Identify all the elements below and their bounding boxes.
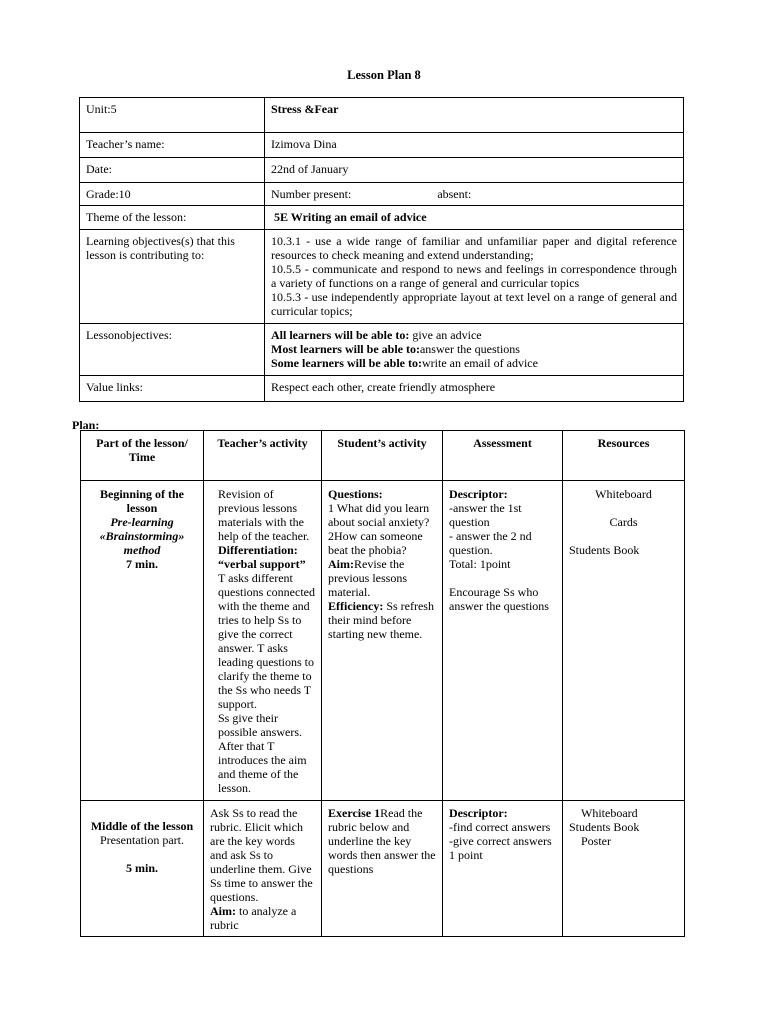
beginning-assess-2: - answer the 2 nd question.: [449, 529, 532, 557]
middle-resource-2: Students Book: [569, 820, 640, 834]
number-present-label: Number present:: [271, 187, 352, 201]
beginning-method-1: Pre-learning: [110, 515, 174, 529]
beginning-efficiency: Efficiency: Ss refresh their mind before starting new theme.: [328, 599, 434, 641]
teacher-label: Teacher’s name:: [80, 133, 265, 158]
beginning-teacher-cell: [204, 481, 322, 801]
objective-item: 10.5.3 - use independently appropriate layout at text level on a range of general and curricular topics;: [271, 290, 677, 318]
beginning-resource-1: Whiteboard: [595, 487, 652, 501]
middle-assess-1: -find correct answers: [449, 820, 551, 834]
theme-label: Theme of the lesson:: [80, 206, 265, 230]
value-links-value: Respect each other, create friendly atmosphere: [265, 376, 684, 402]
absent-label: absent:: [437, 187, 472, 201]
middle-resource-1: Whiteboard: [581, 806, 638, 820]
lesson-objectives-cell: [265, 324, 684, 376]
lesson-objective-item: All learners will be able to: give an advice: [271, 328, 482, 342]
middle-exercise: Exercise 1Read the rubric below and underline the key words then answer the questions: [328, 806, 436, 876]
beginning-aim: Aim:Revise the previous lessons material.: [328, 557, 407, 599]
middle-assess-2: -give correct answers: [449, 834, 552, 848]
middle-resources-cell: [563, 801, 685, 937]
value-links-label: Value links:: [80, 376, 265, 402]
middle-assess-3: 1 point: [449, 848, 483, 862]
beginning-question-2: 2How can someone beat the phobia?: [328, 529, 423, 557]
middle-teacher-text: Ask Ss to read the rubric. Elicit which are the key words and ask Ss to underline them. Give Ss time to answer the questions.: [210, 806, 313, 904]
beginning-time: 7 min.: [125, 557, 158, 571]
middle-title: Middle of the lesson: [90, 819, 194, 833]
objectives-cell: [265, 230, 684, 324]
theme-value: 5E Writing an email of advice: [265, 206, 684, 230]
middle-teacher-aim: Aim: to analyze a rubric: [210, 904, 297, 932]
beginning-teacher-text-2: T asks different questions connected with the theme and tries to help Ss to give the correct answer. T asks leading questions to clarify the theme to the Ss who needs T support.: [218, 571, 315, 711]
middle-teacher-cell: [204, 801, 322, 937]
middle-student-cell: [322, 801, 443, 937]
objectives-label: Learning objectives(s) that this lesson is contributing to:: [80, 230, 265, 324]
beginning-question-1: 1 What did you learn about social anxiety?: [328, 501, 430, 529]
date-label: Date:: [80, 158, 265, 183]
beginning-resource-2: Cards: [609, 515, 638, 529]
beginning-title: Beginning of the lesson: [99, 487, 184, 515]
plan-row-beginning: [81, 481, 685, 801]
middle-part-cell: [81, 801, 204, 937]
plan-table: [80, 430, 685, 937]
header-part: Part of the lesson/ Time: [81, 431, 204, 481]
beginning-questions-label: Questions:: [328, 487, 383, 501]
date-value: 22nd of January: [265, 158, 684, 183]
middle-sub: Presentation part.: [100, 833, 184, 847]
beginning-assess-3: Total: 1point: [449, 557, 511, 571]
unit-label: Unit:5: [80, 98, 265, 133]
beginning-resources-cell: [563, 481, 685, 801]
header-assessment: Assessment: [443, 431, 563, 481]
lesson-objective-item: Some learners will be able to:write an email of advice: [271, 356, 538, 370]
beginning-assess-4: Encourage Ss who answer the questions: [449, 585, 549, 613]
beginning-resource-3: Students Book: [569, 543, 640, 557]
teacher-value: Izimova Dina: [265, 133, 684, 158]
beginning-assess-1: -answer the 1st question: [449, 501, 522, 529]
beginning-differentiation: Differentiation: “verbal support”: [218, 543, 306, 571]
middle-assessment-cell: [443, 801, 563, 937]
plan-row-middle: [81, 801, 685, 937]
beginning-student-cell: [322, 481, 443, 801]
beginning-method-2: «Brainstorming» method: [99, 529, 185, 557]
grade-label: Grade:10: [80, 183, 265, 206]
lesson-objectives-label: Lessonobjectives:: [80, 324, 265, 376]
lesson-objective-item: Most learners will be able to:answer the questions: [271, 342, 520, 356]
lesson-info-table: [79, 97, 684, 402]
page-title: Lesson Plan 8: [347, 68, 421, 82]
beginning-part-cell: [81, 481, 204, 801]
middle-time: 5 min.: [125, 861, 158, 875]
middle-resource-3: Poster: [581, 834, 611, 848]
header-resources: Resources: [563, 431, 685, 481]
number-present-cell: [265, 183, 684, 206]
header-student: Student’s activity: [322, 431, 443, 481]
plan-header-row: [81, 431, 685, 481]
beginning-assessment-cell: [443, 481, 563, 801]
middle-descriptor-label: Descriptor:: [449, 806, 508, 820]
beginning-teacher-text-1: Revision of previous lessons materials with the help of the teacher.: [218, 487, 310, 543]
unit-value: Stress &Fear: [265, 98, 684, 133]
objective-item: 10.3.1 - use a wide range of familiar and unfamiliar paper and digital reference resources to check meaning and extend understanding;: [271, 234, 677, 262]
header-teacher: Teacher’s activity: [204, 431, 322, 481]
beginning-descriptor-label: Descriptor:: [449, 487, 508, 501]
beginning-teacher-text-3: Ss give their possible answers. After that T introduces the aim and theme of the lesson.: [218, 711, 307, 795]
objective-item: 10.5.5 - communicate and respond to news and feelings in correspondence through a variety of functions on a range of general and curricular topics: [271, 262, 677, 290]
plan-label: Plan:: [72, 418, 100, 432]
